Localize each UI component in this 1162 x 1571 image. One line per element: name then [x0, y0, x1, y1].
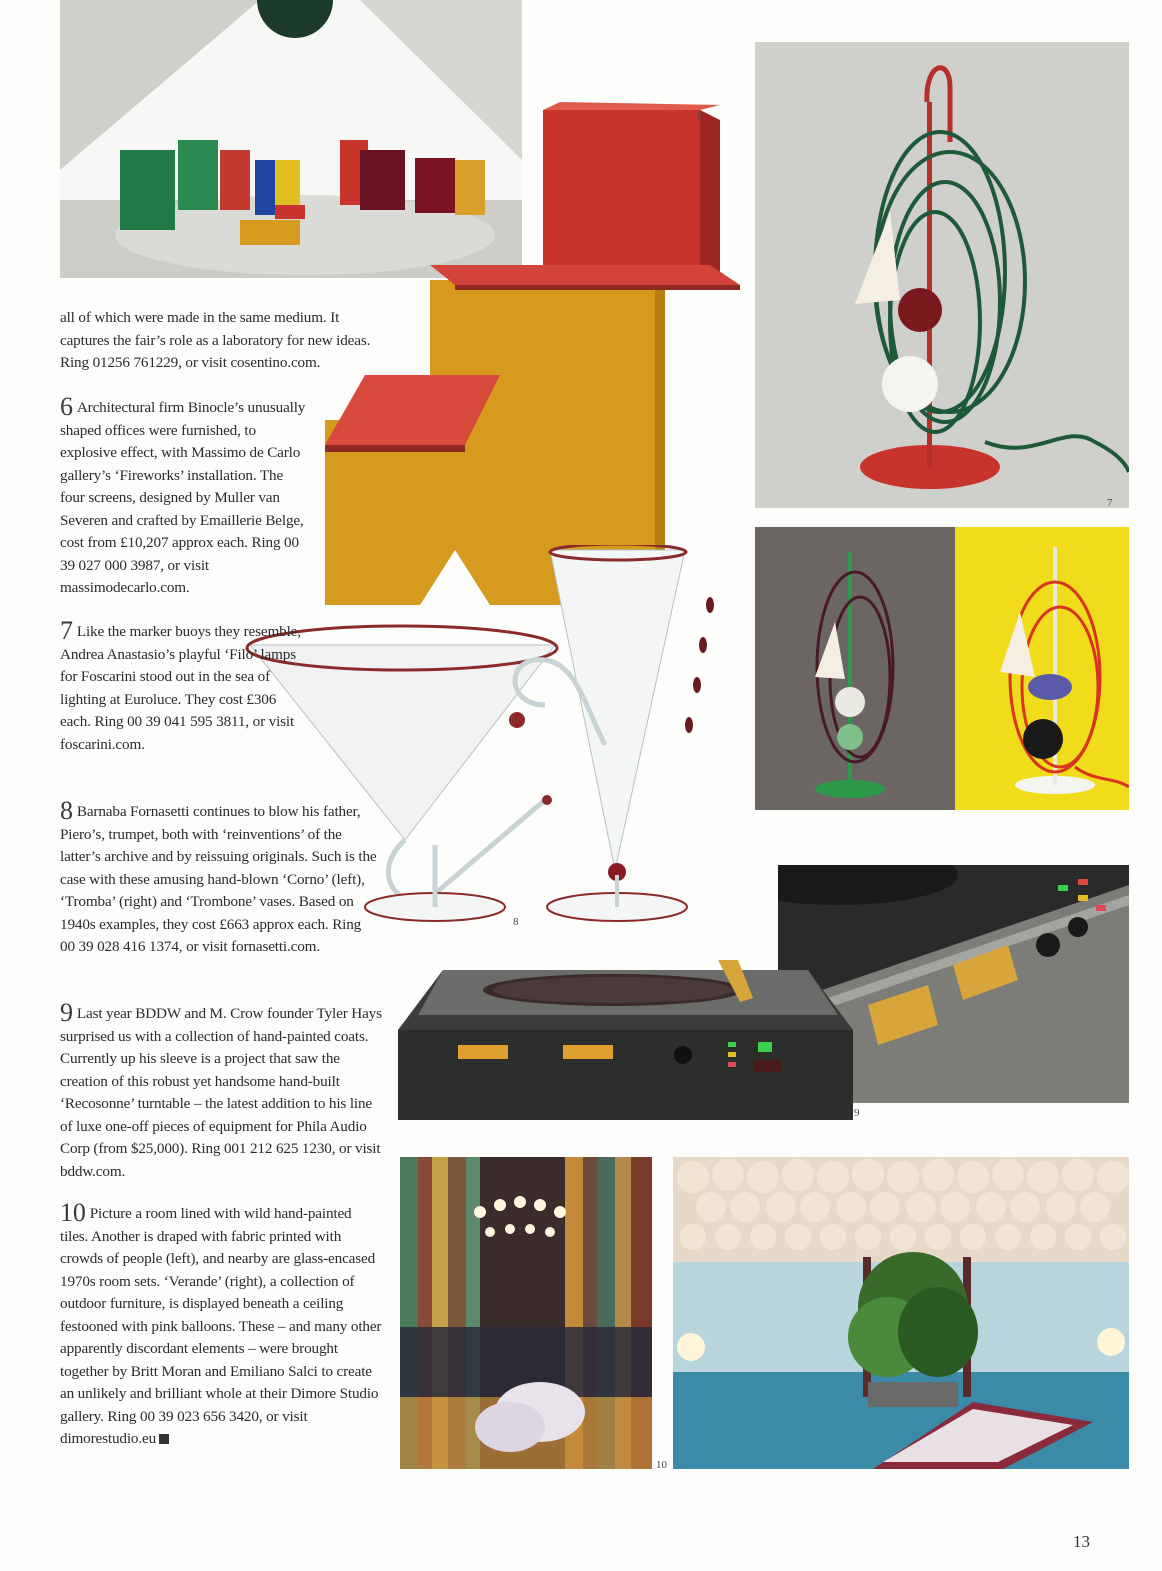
filo-lamp-photo [755, 42, 1129, 508]
item-6-paragraph [60, 392, 308, 600]
item-7-text: Like the marker buoys they resemble, Andrea Anastasio’s playful ‘Filo’ lamps for Foscarini stood out in the sea of lighting at Euroluce. They cost £306 each. Ring 00 39 041 595 3811, or visit foscarini.com. [60, 623, 301, 753]
item-6-number: 6 [60, 392, 73, 421]
caption-number-10: 10 [656, 1459, 667, 1471]
item-8-paragraph [60, 796, 378, 959]
page-number: 13 [1073, 1532, 1090, 1551]
fireworks-screens-photo [325, 100, 745, 605]
filo-lamps-pair-photo [755, 527, 1129, 810]
item-8-number: 8 [60, 796, 73, 825]
item-8-text: Barnaba Fornasetti continues to blow his father, Piero’s, trumpet, both with ‘reinventions’ of the latter’s archive and by reissuing originals. Such is the case with these amusing hand-blown ‘Corno’ (left), ‘Tromba’ (right) and ‘Trombone’ vases. Based on 1940s examples, they cost £663 approx each. Ring 00 39 028 416 1374, or visit fornasetti.com. [60, 803, 377, 955]
caption-number-6: 6 [697, 110, 703, 122]
item-10-text: Picture a room lined with wild hand-painted tiles. Another is draped with fabric printed with crowds of people (left), and nearby are glass-encased 1970s room sets. ‘Verande’ (right), a collection of outdoor furniture, is displayed beneath a ceiling festooned with pink balloons. These – and many other apparently discordant elements – were brought together by Britt Moran and Emiliano Salci to create an unlikely and brilliant whole at their Dimore Studio gallery. Ring 00 39 023 656 3420, or visit dimorestudio.eu [60, 1205, 382, 1447]
item-9-number: 9 [60, 998, 73, 1027]
item-10-number: 10 [60, 1198, 86, 1227]
intro-paragraph: all of which were made in the same medium. It captures the fair’s role as a laboratory for new ideas. Ring 01256 761229, or visit cosentino.com. [60, 309, 371, 371]
turntable-illustration [398, 960, 853, 1120]
lamps-pair-illustration [755, 527, 1129, 810]
item-9-paragraph [60, 998, 382, 1183]
item-7-number: 7 [60, 616, 73, 645]
screens-illustration [325, 100, 745, 605]
fabric-room-illustration [400, 1157, 652, 1469]
caption-number-8: 8 [513, 916, 519, 928]
end-mark [159, 1434, 169, 1444]
item-10-paragraph [60, 1198, 382, 1451]
item-6-text: Architectural firm Binocle’s unusually shaped offices were furnished, to explosive effect, with Massimo de Carlo gallery’s ‘Fireworks’ installation. The four screens, designed by Muller van Severen and crafted by Emaillerie Belge, cost from £10,207 approx each. Ring 00 39 027 000 3987, or visit massimodecarlo.com. [60, 399, 306, 596]
item-7-paragraph [60, 616, 308, 756]
verande-balloon-room-photo [673, 1157, 1129, 1469]
caption-number-7: 7 [1107, 497, 1113, 509]
item-9-text: Last year BDDW and M. Crow founder Tyler Hays surprised us with a collection of hand-painted coats. Currently up his sleeve is a project that saw the creation of this robust yet handsome hand-built ‘Recosonne’ turntable – the latest addition to his line of luxe one-off pieces of equipment for Phila Audio Corp (from $25,000). Ring 001 212 625 1230, or visit bddw.com. [60, 1005, 382, 1180]
filo-lamp-illustration [755, 42, 1129, 508]
caption-number-9: 9 [854, 1107, 860, 1119]
recosonne-turntable-photo [398, 960, 853, 1120]
dimore-fabric-room-photo [400, 1157, 652, 1469]
balloon-room-illustration [673, 1157, 1129, 1469]
